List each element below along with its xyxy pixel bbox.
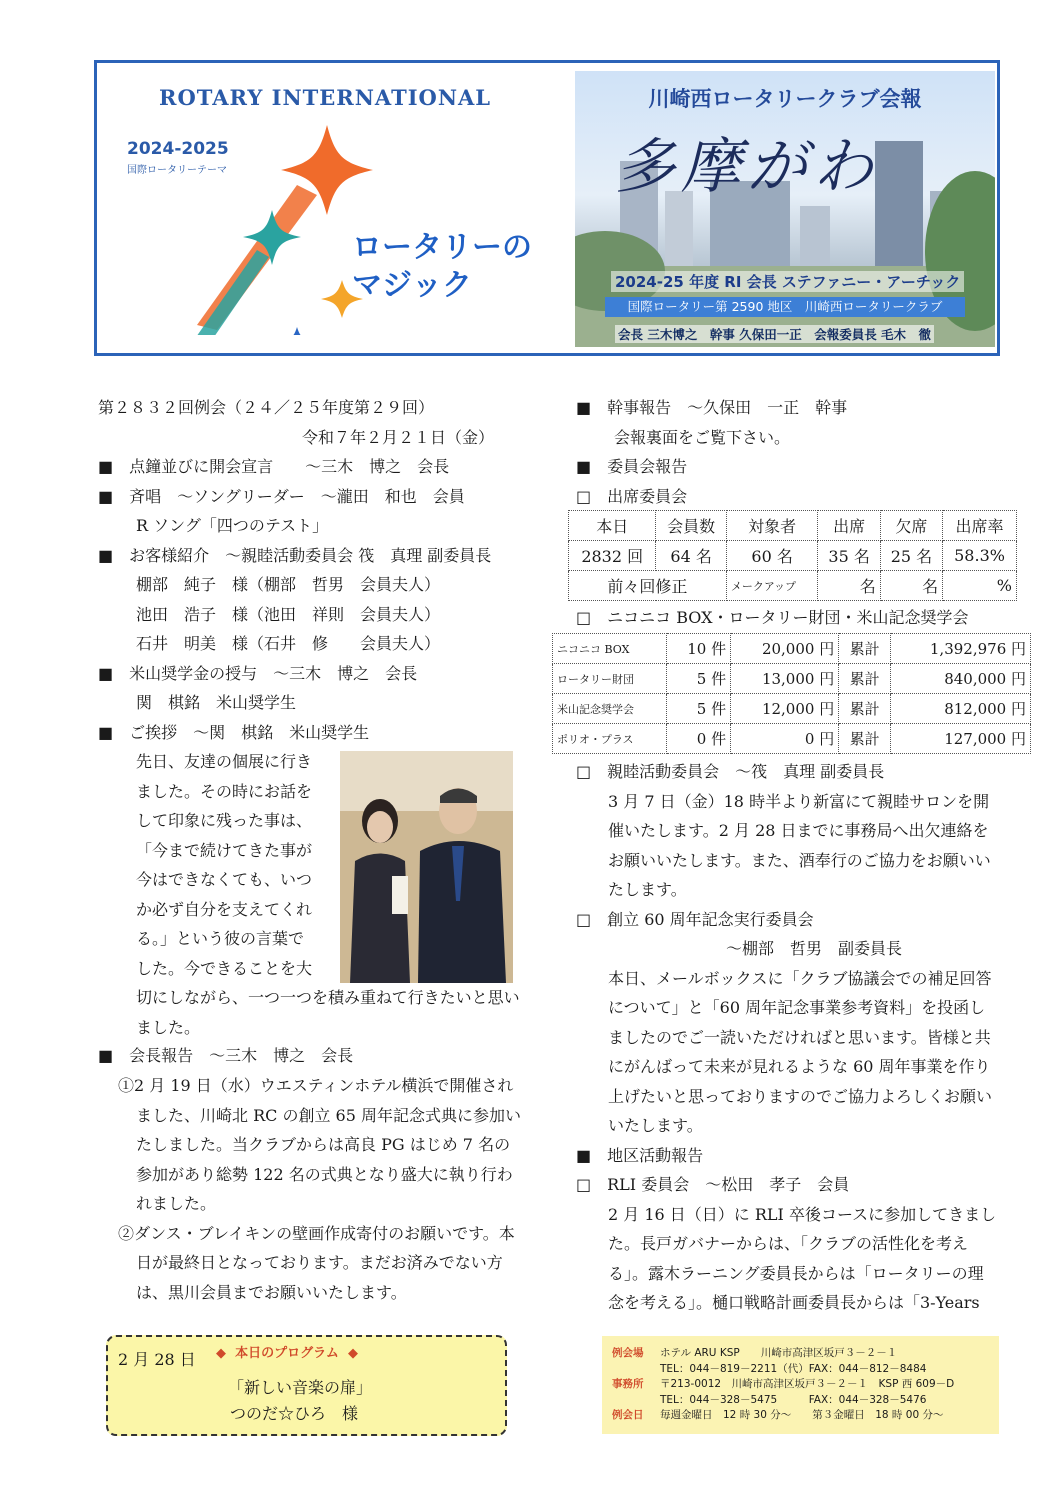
table-cell: 12,000 円 (731, 694, 839, 724)
table-cell: ニコニコ BOX (553, 634, 667, 664)
table-cell: 10 件 (667, 634, 731, 664)
committee-report-title: ■ 委員会報告 (576, 457, 688, 476)
city-photo-panel (575, 71, 995, 347)
greeting-line: ました。その時にお話を (136, 781, 313, 801)
program-heading-text: 本日のプログラム (235, 1346, 339, 1361)
guest-3: 石井 明美 様（石井 修 会員夫人） (136, 634, 441, 653)
table-row (569, 511, 1017, 541)
ri-theme-title (352, 229, 552, 305)
anniversary-chair: ～棚部 哲男 副委員長 (726, 939, 903, 958)
table-cell: 60 名 (726, 541, 818, 571)
table-cell: 1,392,976 円 (891, 634, 1031, 664)
president-report-title: ■ 会長報告 ～三木 博之 会長 (98, 1046, 354, 1065)
table-header: 対象者 (726, 511, 818, 541)
president-report-line: たしました。当クラブからは高良 PG はじめ 7 名の (136, 1135, 511, 1154)
rotary-theme-stars-logo (177, 115, 377, 335)
anniversary-line: について」と「60 周年記念事業参考資料」を投函し (608, 998, 986, 1017)
shinboku-line: 3 月 7 日（金）18 時半より新富にて親睦サロンを開 (608, 791, 990, 811)
ri-president: 2024-25 年度 RI 会長 ステファニー・アーチック (611, 271, 964, 292)
scholarship-recipient: 関 棋銘 米山奨学生 (136, 693, 297, 712)
nikoniko-title: □ ニコニコ BOX・ロータリー財団・米山記念奨学会 (576, 608, 969, 627)
program-date: 2 月 28 日 (118, 1350, 196, 1369)
office-text: 〒213-0012 川崎市高津区坂戸３－２－１ KSP 西 609－D (660, 1378, 955, 1390)
meeting-date: 令和７年２月２１日（金） (302, 428, 495, 447)
secretary-report-text: 会報裏面をご覧下さい。 (614, 427, 791, 447)
table-cell: 58.3% (943, 541, 1017, 571)
greeting-line: 今はできなくても、いつ (136, 870, 313, 889)
anniversary-line: 本日、メールボックスに「クラブ協議会での補足回答 (608, 968, 992, 988)
table-cell: 名 (880, 571, 942, 601)
greeting-wrapped (136, 747, 312, 983)
agenda-song: ■ 斉唱 ～ソングリーダー ～瀧田 和也 会員 (98, 486, 465, 506)
rli-line: 2 月 16 日（日）に RLI 卒後コースに参加してきまし (608, 1204, 997, 1224)
greeting-line: 先日、友達の個展に行き (136, 752, 313, 771)
diamond-icon: ◆ (348, 1346, 358, 1361)
table-cell: 前々回修正 (569, 571, 727, 601)
table-row (553, 724, 1031, 754)
president-report-line: は、黒川会員までお願いいたします。 (136, 1282, 407, 1302)
diamond-icon: ◆ (216, 1346, 226, 1361)
president-report-line: ました、川崎北 RC の創立 65 周年記念式典に参加い (136, 1105, 521, 1125)
table-cell: % (943, 571, 1017, 601)
agenda-list (98, 452, 491, 747)
ri-title: ROTARY INTERNATIONAL (159, 85, 492, 110)
ri-theme-label: 国際ロータリーテーマ (127, 165, 227, 176)
newsletter-name-calligraphy: 多摩がわ (615, 132, 879, 202)
secretary-report-title: ■ 幹事報告 ～久保田 一正 幹事 (576, 398, 848, 417)
table-cell: 0 円 (731, 724, 839, 754)
guest-2: 池田 浩子 様（池田 祥則 会員夫人） (136, 604, 441, 624)
greeting-line: か必ず自分を支えてくれ (136, 899, 313, 919)
shinboku-line: たします。 (608, 880, 687, 899)
committee-reports (576, 757, 996, 1318)
table-row (569, 571, 1017, 601)
table-cell: 0 件 (667, 724, 731, 754)
program-speaker: つのだ☆ひろ 様 (230, 1404, 359, 1423)
meeting-day-text: 毎週金曜日 12 時 30 分～ 第３金曜日 18 時 00 分～ (660, 1409, 944, 1421)
scholar-photo (340, 751, 513, 983)
greeting-line: ました。 (136, 1017, 201, 1037)
club-officers: 会長 三木博之 幹事 久保田一正 会報委員長 毛木 徹 (615, 325, 934, 343)
rli-line: 念を考える」。樋口戦略計画委員長からは「3-Years (608, 1293, 980, 1312)
ri-years: 2024-2025 (127, 139, 229, 159)
attendance-table (568, 510, 1017, 601)
president-report (118, 1071, 521, 1307)
rli-line: る」。露木ラーニング委員長からは「ロータリーの理 (608, 1263, 984, 1283)
table-cell: 25 名 (880, 541, 942, 571)
table-header: 本日 (569, 511, 656, 541)
agenda-guests: ■ お客様紹介 ～親睦活動委員会 筏 真理 副委員長 (98, 545, 492, 565)
greeting-full (136, 983, 520, 1042)
table-cell: 812,000 円 (891, 694, 1031, 724)
greeting-line: した。今できることを大 (136, 958, 313, 978)
table-cell: 20,000 円 (731, 634, 839, 664)
anniversary-line: 上げたいと思っておりますのでご協力よろしくお願い (608, 1086, 993, 1106)
club-info-box (602, 1336, 999, 1434)
program-title: 「新しい音楽の扉」 (228, 1378, 373, 1397)
table-cell: 累計 (839, 724, 891, 754)
agenda-scholarship: ■ 米山奨学金の授与 ～三木 博之 会長 (98, 663, 418, 683)
office-label: 事務所 (612, 1378, 644, 1390)
secretary-section (576, 393, 847, 511)
table-header: 欠席 (880, 511, 942, 541)
venue-label: 例会場 (612, 1347, 644, 1359)
anniversary-line: ましたのでご一読いただければと思います。皆様と共 (608, 1027, 991, 1047)
table-cell: 累計 (839, 694, 891, 724)
table-cell: 5 件 (667, 664, 731, 694)
header-banner (94, 60, 1000, 356)
table-cell: 13,000 円 (731, 664, 839, 694)
greeting-line: る。」という彼の言葉で (136, 929, 305, 948)
table-row (553, 664, 1031, 694)
table-cell: 累計 (839, 634, 891, 664)
table-cell: ロータリー財団 (553, 664, 667, 694)
table-cell: 米山記念奨学会 (553, 694, 667, 724)
rli-line: た。長戸ガバナーからは、「クラブの活性化を考え (608, 1234, 969, 1253)
president-report-line: 参加があり総勢 122 名の式典となり盛大に執り行わ (136, 1164, 513, 1184)
club-newsletter-title: 川崎西ロータリークラブ会報 (648, 87, 922, 111)
president-report-line: ①2 月 19 日（水）ウエスティンホテル横浜で開催され (118, 1076, 514, 1095)
table-cell: 35 名 (818, 541, 880, 571)
donation-table (552, 633, 1031, 754)
ri-theme-line1: ロータリーの (352, 230, 532, 265)
table-row (553, 634, 1031, 664)
table-header: 会員数 (656, 511, 726, 541)
table-row (553, 694, 1031, 724)
rli-title: □ RLI 委員会 ～松田 孝子 会員 (576, 1175, 850, 1194)
guest-1: 棚部 純子 様（棚部 哲男 会員夫人） (136, 575, 441, 594)
table-cell: 累計 (839, 664, 891, 694)
greeting-line: 切にしながら、一つ一つを積み重ねて行きたいと思い (136, 988, 520, 1007)
program-heading (216, 1342, 358, 1361)
program-box (106, 1335, 507, 1436)
shinboku-line: お願いいたします。また、酒奉行のご協力をお願いい (608, 850, 991, 870)
anniversary-line: いたします。 (608, 1116, 703, 1135)
table-cell: 名 (818, 571, 880, 601)
anniversary-line: にがんばって未来が見れるような 60 周年事業を作り (608, 1057, 991, 1076)
table-cell: 840,000 円 (891, 664, 1031, 694)
agenda-song-title: R ソング「四つのテスト」 (136, 516, 329, 535)
table-header: 出席 (818, 511, 880, 541)
table-cell: メークアップ (726, 571, 818, 601)
shinboku-line: 催いたします。2 月 28 日までに事務局へ出欠連絡を (608, 821, 989, 840)
president-report-line: 日が最終日となっております。まだお済みでない方 (136, 1253, 503, 1272)
table-cell: 5 件 (667, 694, 731, 724)
table-cell: 2832 回 (569, 541, 656, 571)
agenda-greeting: ■ ご挨拶 ～関 棋銘 米山奨学生 (98, 722, 370, 742)
table-cell: ポリオ・プラス (553, 724, 667, 754)
district-report-title: ■ 地区活動報告 (576, 1145, 704, 1165)
attendance-committee-title: □ 出席委員会 (576, 486, 688, 506)
venue-text: ホテル ARU KSP 川崎市高津区坂戸３－２－１ (660, 1347, 898, 1359)
table-cell: 127,000 円 (891, 724, 1031, 754)
president-report-line: れました。 (136, 1194, 217, 1213)
office-tel: TEL：044－328－5475 FAX：044－328－5476 (660, 1393, 927, 1406)
shinboku-title: □ 親睦活動委員会 ～筏 真理 副委員長 (576, 762, 885, 781)
venue-tel: TEL：044－819－2211（代）FAX：044－812－8484 (660, 1362, 927, 1375)
blue-star-icon (281, 327, 313, 335)
table-header: 出席率 (943, 511, 1017, 541)
meeting-number: 第２８３２回例会（２４／２５年度第２９回） (98, 398, 435, 417)
president-report-line: ②ダンス・ブレイキンの壁画作成寄付のお願いです。本 (118, 1223, 515, 1243)
meeting-day-label: 例会日 (612, 1409, 644, 1421)
greeting-line: 「今まで続けてきた事が (136, 840, 313, 860)
district-bar: 国際ロータリー第 2590 地区 川崎西ロータリークラブ (605, 297, 965, 317)
greeting-line: して印象に残った事は、 (136, 811, 313, 830)
info-lines (612, 1346, 954, 1424)
table-cell: 64 名 (656, 541, 726, 571)
table-row (569, 541, 1017, 571)
ri-theme-line2: マジック (352, 268, 472, 303)
anniversary-title: □ 創立 60 周年記念実行委員会 (576, 909, 814, 929)
agenda-opening: ■ 点鐘並びに開会宣言 ～三木 博之 会長 (98, 457, 450, 476)
